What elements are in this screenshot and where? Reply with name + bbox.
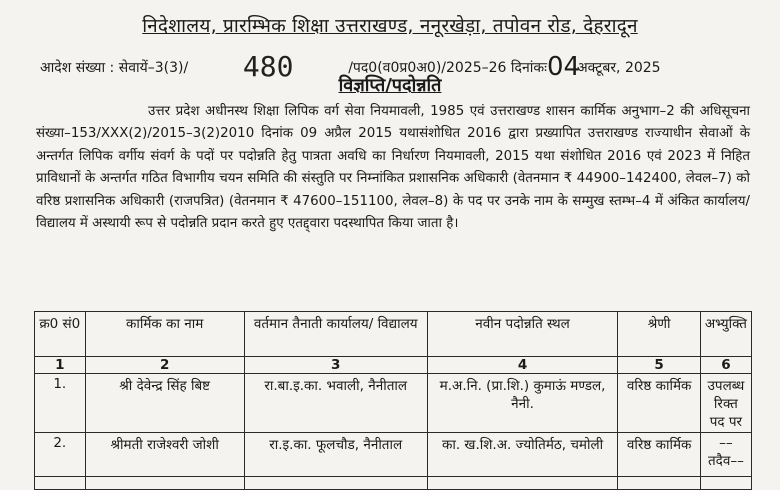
empty-cell <box>700 477 751 490</box>
cell-remarks: ––तदैव–– <box>700 433 751 477</box>
empty-cell <box>244 477 427 490</box>
empty-cell <box>85 477 244 490</box>
col-number: 4 <box>427 357 618 374</box>
col-number: 3 <box>244 357 427 374</box>
cell-new-posting: म.अ.नि. (प्रा.शि.) कुमाऊं मण्डल, नैनी. <box>427 374 618 433</box>
header-serial: क्र0 सं0 <box>35 312 86 357</box>
empty-cell <box>618 477 700 490</box>
promotion-table <box>34 311 752 490</box>
table-header-row <box>35 312 752 357</box>
col-number: 2 <box>85 357 244 374</box>
header-category: श्रेणी <box>618 312 700 357</box>
cell-serial: 1. <box>35 374 86 433</box>
order-middle: /पद0(व0प्र0अ0)/2025–26 दिनांकः <box>348 60 547 76</box>
header-current-posting: वर्तमान तैनाती कार्यालय/ विद्यालय <box>244 312 427 357</box>
cell-current-posting: रा.बा.इ.का. भवाली, नैनीताल <box>244 374 427 433</box>
cell-category: वरिष्ठ कार्मिक <box>618 433 700 477</box>
empty-cell <box>35 477 86 490</box>
cell-name: श्रीमती राजेश्वरी जोशी <box>85 433 244 477</box>
body-paragraph: उत्तर प्रदेश अधीनस्थ शिक्षा लिपिक वर्ग सेवा नियमावली, 1985 एवं उत्तराखण्ड शासन कार्मिक अनुभाग–2 की अधिसूचना संख्या–153/XXX(2)/2015–3(2)2010 दिनांक 09 अप्रैल 2015 यथासंशोधित 2016 द्वारा प्रख्यापित उत्तराखण्ड राज्याधीन सेवाओं के अन्तर्गत लिपिक वर्गीय संवर्ग के पदों पर पदोन्नति हेतु पात्रता अवधि का निर्धारण नियमावली, 2015 यथा संशोधित 2016 एवं 2023 में निहित प्राविधानों के अन्तर्गत गठित विभागीय चयन समिति की संस्तुति पर निम्नांकित प्रशासनिक अधिकारी (वेतनमान ₹ 44900–142400, लेवल–7) को वरिष्ठ प्रशासनिक अधिकारी (राजपत्रित) (वेतनमान ₹ 47600–151100, लेवल–8) के पद पर उनके नाम के सम्मुख स्तम्भ–4 में अंकित कार्यालय/विद्यालय में अस्थायी रूप से पदोन्नति प्रदान करते हुए एतद्द्वारा पदस्थापित किया जाता है। <box>36 104 750 232</box>
cell-current-posting: रा.इ.का. फूलचौड, नैनीताल <box>244 433 427 477</box>
header-remarks: अभ्युक्ति <box>700 312 751 357</box>
col-number: 1 <box>35 357 86 374</box>
directorate-header: निदेशालय, प्रारम्भिक शिक्षा उत्तराखण्ड, ननूरखेड़ा, तपोवन रोड, देहरादून <box>142 15 638 37</box>
cell-name: श्री देवेन्द्र सिंह बिष्ट <box>85 374 244 433</box>
col-number: 5 <box>618 357 700 374</box>
header-new-posting: नवीन पदोन्नति स्थल <box>427 312 618 357</box>
table-row <box>35 374 752 433</box>
header-name: कार्मिक का नाम <box>85 312 244 357</box>
order-day: 04 <box>546 52 581 82</box>
cell-new-posting: का. ख.शि.अ. ज्योतिर्मठ, चमोली <box>427 433 618 477</box>
order-prefix: आदेश संख्या : सेवायें–3(3)/ <box>40 60 189 76</box>
subject-heading: विज्ञप्ति/पदोन्नति <box>338 75 442 96</box>
cell-serial: 2. <box>35 433 86 477</box>
order-suffix: अक्टूबर, 2025 <box>576 60 661 76</box>
column-number-row <box>35 357 752 374</box>
col-number: 6 <box>700 357 751 374</box>
cell-remarks: उपलब्ध रिक्त पद पर <box>700 374 751 433</box>
order-number: 480 <box>242 50 294 83</box>
cell-category: वरिष्ठ कार्मिक <box>618 374 700 433</box>
empty-cell <box>427 477 618 490</box>
table-row-cut <box>35 477 752 490</box>
